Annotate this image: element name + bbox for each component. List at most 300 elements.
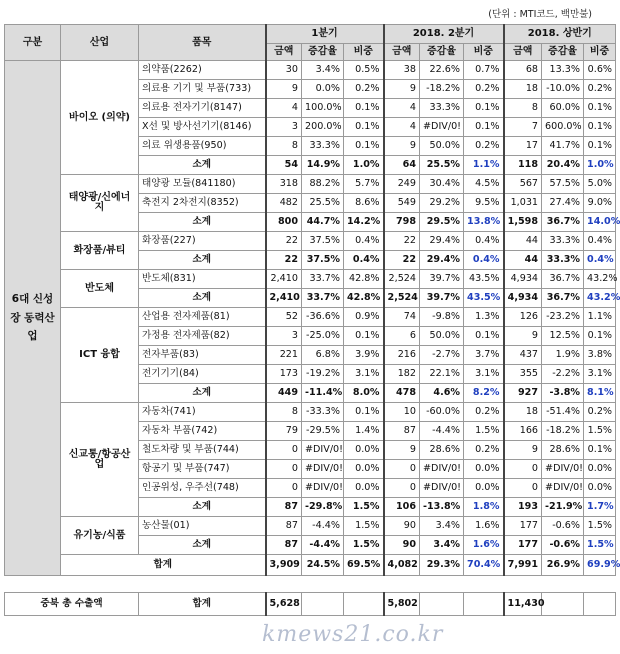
subtotal-cell: 193 xyxy=(504,498,542,517)
header-col: 비중 xyxy=(344,44,384,61)
value-cell: 0.1% xyxy=(464,327,504,346)
value-cell: 5.0% xyxy=(584,175,616,194)
value-cell: 0.2% xyxy=(344,80,384,99)
value-cell: 0.1% xyxy=(584,137,616,156)
value-cell: 0.6% xyxy=(584,61,616,80)
subtotal-cell: 1.7% xyxy=(584,498,616,517)
value-cell: 318 xyxy=(266,175,302,194)
value-cell: -18.2% xyxy=(542,422,584,441)
subtotal-cell: 1.0% xyxy=(584,156,616,175)
value-cell: 57.5% xyxy=(542,175,584,194)
value-cell: 0.1% xyxy=(344,403,384,422)
value-cell: 18 xyxy=(504,80,542,99)
subtotal-cell: 37.5% xyxy=(302,251,344,270)
header-item: 품목 xyxy=(139,25,266,61)
value-cell: 0.1% xyxy=(584,99,616,118)
value-cell: #DIV/0! xyxy=(542,479,584,498)
value-cell: -33.3% xyxy=(302,403,344,422)
value-cell: #DIV/0! xyxy=(302,460,344,479)
value-cell: 22.1% xyxy=(420,365,464,384)
value-cell: 0 xyxy=(504,479,542,498)
value-cell: 2,524 xyxy=(384,270,420,289)
subtotal-cell: 1.6% xyxy=(464,536,504,555)
value-cell: 9 xyxy=(384,80,420,99)
value-cell: 0.1% xyxy=(464,118,504,137)
value-cell: 12.5% xyxy=(542,327,584,346)
industry-name: 바이오 (의약) xyxy=(61,61,139,175)
subtotal-cell: 1.8% xyxy=(464,498,504,517)
spacer xyxy=(5,576,616,593)
value-cell: 52 xyxy=(266,308,302,327)
subtotal-cell: 20.4% xyxy=(542,156,584,175)
value-cell: 39.7% xyxy=(420,270,464,289)
subtotal-cell: 4.6% xyxy=(420,384,464,403)
subtotal-label: 소계 xyxy=(139,384,266,403)
subtotal-cell: 39.7% xyxy=(420,289,464,308)
value-cell: 43.5% xyxy=(464,270,504,289)
value-cell: 200.0% xyxy=(302,118,344,137)
unit-note: (단위 : MTI코드, 백만불) xyxy=(488,9,592,20)
value-cell: 6 xyxy=(384,327,420,346)
subtotal-cell: 44 xyxy=(504,251,542,270)
item-name: 항공기 및 부품(747) xyxy=(139,460,266,479)
subtotal-cell: -0.6% xyxy=(542,536,584,555)
item-name: 자동차(741) xyxy=(139,403,266,422)
value-cell: -2.2% xyxy=(542,365,584,384)
subtotal-cell: 54 xyxy=(266,156,302,175)
value-cell: 0.0% xyxy=(344,460,384,479)
value-cell: 4 xyxy=(384,118,420,137)
subtotal-cell: -29.8% xyxy=(302,498,344,517)
value-cell: 3.4% xyxy=(420,517,464,536)
value-cell: 0.7% xyxy=(464,61,504,80)
value-cell: 0.9% xyxy=(344,308,384,327)
value-cell: #DIV/0! xyxy=(542,460,584,479)
value-cell: 600.0% xyxy=(542,118,584,137)
table-row xyxy=(5,232,616,251)
footer-cell xyxy=(584,593,616,616)
value-cell: 29.4% xyxy=(420,232,464,251)
value-cell: 87 xyxy=(266,517,302,536)
item-name: 반도체(831) xyxy=(139,270,266,289)
value-cell: 0.0% xyxy=(584,460,616,479)
item-name: 농산물(01) xyxy=(139,517,266,536)
value-cell: #DIV/0! xyxy=(420,479,464,498)
total-cell: 3,909 xyxy=(266,555,302,576)
subtotal-cell: 29.4% xyxy=(420,251,464,270)
value-cell: 182 xyxy=(384,365,420,384)
item-name: 자동차 부품(742) xyxy=(139,422,266,441)
table-body xyxy=(5,61,620,616)
value-cell: 9 xyxy=(504,327,542,346)
subtotal-cell: 22 xyxy=(384,251,420,270)
footer-total-label: 합계 xyxy=(139,593,266,616)
value-cell: 0.1% xyxy=(584,327,616,346)
value-cell: 3.1% xyxy=(464,365,504,384)
value-cell: 0.0% xyxy=(344,479,384,498)
subtotal-cell: 90 xyxy=(384,536,420,555)
header-col: 비중 xyxy=(584,44,616,61)
subtotal-cell: 14.0% xyxy=(584,213,616,232)
value-cell: #DIV/0! xyxy=(420,460,464,479)
subtotal-cell: 42.8% xyxy=(344,289,384,308)
value-cell: 0.5% xyxy=(344,61,384,80)
subtotal-cell: 87 xyxy=(266,498,302,517)
value-cell: 0.2% xyxy=(464,441,504,460)
subtotal-cell: 1.0% xyxy=(344,156,384,175)
value-cell: 0.0% xyxy=(464,479,504,498)
subtotal-cell: 2,524 xyxy=(384,289,420,308)
value-cell: -4.4% xyxy=(302,517,344,536)
value-cell: 4 xyxy=(266,99,302,118)
item-name: 전자부품(83) xyxy=(139,346,266,365)
value-cell: 18 xyxy=(504,403,542,422)
total-cell: 26.9% xyxy=(542,555,584,576)
value-cell: 0.1% xyxy=(344,99,384,118)
subtotal-cell: -13.8% xyxy=(420,498,464,517)
value-cell: 100.0% xyxy=(302,99,344,118)
header-col: 금액 xyxy=(266,44,302,61)
value-cell: 1,031 xyxy=(504,194,542,213)
industry-name: ICT 융합 xyxy=(61,308,139,403)
subtotal-cell: 25.5% xyxy=(420,156,464,175)
subtotal-cell: 798 xyxy=(384,213,420,232)
export-table xyxy=(4,24,620,616)
footer-cell: 5,802 xyxy=(384,593,420,616)
subtotal-cell: 44.7% xyxy=(302,213,344,232)
value-cell: 28.6% xyxy=(420,441,464,460)
footer-cell xyxy=(542,593,584,616)
value-cell: 8 xyxy=(504,99,542,118)
group-label: 6대 신성장 동력산업 xyxy=(5,61,61,576)
value-cell: 0 xyxy=(266,460,302,479)
value-cell: 1.5% xyxy=(584,517,616,536)
value-cell: -36.6% xyxy=(302,308,344,327)
value-cell: -23.2% xyxy=(542,308,584,327)
header-row-1 xyxy=(5,25,616,44)
value-cell: 126 xyxy=(504,308,542,327)
value-cell: 0.2% xyxy=(584,403,616,422)
watermark: kmews21.co.kr xyxy=(262,622,444,647)
footer-cell: 5,628 xyxy=(266,593,302,616)
item-name: 축전지 2차전지(8352) xyxy=(139,194,266,213)
value-cell: 1.9% xyxy=(542,346,584,365)
footer-cell xyxy=(420,593,464,616)
subtotal-cell: 14.9% xyxy=(302,156,344,175)
industry-name: 반도체 xyxy=(61,270,139,308)
value-cell: 3.1% xyxy=(584,365,616,384)
total-cell: 69.9% xyxy=(584,555,616,576)
subtotal-cell: 106 xyxy=(384,498,420,517)
value-cell: 9.5% xyxy=(464,194,504,213)
header-period-h1: 2018. 상반기 xyxy=(504,25,616,44)
value-cell: 79 xyxy=(266,422,302,441)
footer-cell xyxy=(464,593,504,616)
header-col: 금액 xyxy=(384,44,420,61)
subtotal-cell: 33.7% xyxy=(302,289,344,308)
item-name: 철도차량 및 부품(744) xyxy=(139,441,266,460)
value-cell: -18.2% xyxy=(420,80,464,99)
value-cell: 0.1% xyxy=(344,327,384,346)
total-cell: 24.5% xyxy=(302,555,344,576)
value-cell: 0.1% xyxy=(344,137,384,156)
header-col: 비중 xyxy=(464,44,504,61)
table-row xyxy=(5,175,616,194)
value-cell: 33.3% xyxy=(542,232,584,251)
value-cell: #DIV/0! xyxy=(420,118,464,137)
item-name: 인공위성, 우주선(748) xyxy=(139,479,266,498)
value-cell: 60.0% xyxy=(542,99,584,118)
header-period-q1: 1분기 xyxy=(266,25,384,44)
value-cell: 166 xyxy=(504,422,542,441)
value-cell: #DIV/0! xyxy=(302,441,344,460)
table-row xyxy=(5,517,616,536)
total-cell: 7,991 xyxy=(504,555,542,576)
value-cell: -2.7% xyxy=(420,346,464,365)
value-cell: 0.1% xyxy=(464,99,504,118)
header-col: 증감율 xyxy=(302,44,344,61)
total-cell: 70.4% xyxy=(464,555,504,576)
subtotal-cell: 33.3% xyxy=(542,251,584,270)
industry-name: 신교통/항공산업 xyxy=(61,403,139,517)
item-name: 산업용 전자제품(81) xyxy=(139,308,266,327)
value-cell: 33.7% xyxy=(302,270,344,289)
subtotal-cell: -11.4% xyxy=(302,384,344,403)
value-cell: 4,934 xyxy=(504,270,542,289)
subtotal-cell: 13.8% xyxy=(464,213,504,232)
value-cell: 1.4% xyxy=(344,422,384,441)
value-cell: 0.0% xyxy=(584,479,616,498)
value-cell: 42.8% xyxy=(344,270,384,289)
value-cell: -0.6% xyxy=(542,517,584,536)
value-cell: 0.4% xyxy=(584,232,616,251)
footer-row xyxy=(5,593,616,616)
value-cell: -19.2% xyxy=(302,365,344,384)
subtotal-label: 소계 xyxy=(139,289,266,308)
total-cell: 4,082 xyxy=(384,555,420,576)
footer-cell xyxy=(344,593,384,616)
value-cell: 0.4% xyxy=(344,232,384,251)
item-name: 화장품(227) xyxy=(139,232,266,251)
industry-name: 유기농/식품 xyxy=(61,517,139,555)
value-cell: 0 xyxy=(266,479,302,498)
value-cell: -25.0% xyxy=(302,327,344,346)
value-cell: #DIV/0! xyxy=(302,479,344,498)
subtotal-cell: 1.5% xyxy=(344,536,384,555)
subtotal-label: 소계 xyxy=(139,156,266,175)
value-cell: 50.0% xyxy=(420,137,464,156)
subtotal-label: 소계 xyxy=(139,213,266,232)
value-cell: 8 xyxy=(266,403,302,422)
footer-cell xyxy=(302,593,344,616)
value-cell: -60.0% xyxy=(420,403,464,422)
spacer-row xyxy=(5,576,616,593)
value-cell: 87 xyxy=(384,422,420,441)
value-cell: 7 xyxy=(504,118,542,137)
industry-name: 화장품/뷰티 xyxy=(61,232,139,270)
subtotal-cell: 8.0% xyxy=(344,384,384,403)
value-cell: 8.6% xyxy=(344,194,384,213)
subtotal-cell: 449 xyxy=(266,384,302,403)
value-cell: 37.5% xyxy=(302,232,344,251)
subtotal-cell: 478 xyxy=(384,384,420,403)
value-cell: 29.2% xyxy=(420,194,464,213)
value-cell: 5.7% xyxy=(344,175,384,194)
value-cell: 9.0% xyxy=(584,194,616,213)
total-cell: 29.3% xyxy=(420,555,464,576)
subtotal-label: 소계 xyxy=(139,536,266,555)
value-cell: 10 xyxy=(384,403,420,422)
value-cell: 355 xyxy=(504,365,542,384)
item-name: 의약품(2262) xyxy=(139,61,266,80)
item-name: 태양광 모듈(841180) xyxy=(139,175,266,194)
subtotal-cell: 0.4% xyxy=(344,251,384,270)
footer-cell: 11,430 xyxy=(504,593,542,616)
value-cell: 0.0% xyxy=(302,80,344,99)
value-cell: 33.3% xyxy=(302,137,344,156)
item-name: X선 및 방사선기기(8146) xyxy=(139,118,266,137)
value-cell: 2,410 xyxy=(266,270,302,289)
value-cell: 28.6% xyxy=(542,441,584,460)
value-cell: 0.1% xyxy=(584,118,616,137)
value-cell: 13.3% xyxy=(542,61,584,80)
value-cell: 1.5% xyxy=(344,517,384,536)
subtotal-cell: 1.5% xyxy=(584,536,616,555)
item-name: 의료용 전자기기(8147) xyxy=(139,99,266,118)
value-cell: 6.8% xyxy=(302,346,344,365)
value-cell: 4.5% xyxy=(464,175,504,194)
value-cell: 22 xyxy=(384,232,420,251)
value-cell: 221 xyxy=(266,346,302,365)
value-cell: 0.1% xyxy=(584,441,616,460)
value-cell: 0.0% xyxy=(344,441,384,460)
value-cell: 30 xyxy=(266,61,302,80)
total-row xyxy=(5,555,616,576)
header-col: 증감율 xyxy=(420,44,464,61)
value-cell: 9 xyxy=(384,137,420,156)
header-gubun: 구분 xyxy=(5,25,61,61)
value-cell: 3.8% xyxy=(584,346,616,365)
value-cell: 3 xyxy=(266,327,302,346)
value-cell: -9.8% xyxy=(420,308,464,327)
value-cell: 4 xyxy=(384,99,420,118)
subtotal-cell: 36.7% xyxy=(542,289,584,308)
value-cell: 74 xyxy=(384,308,420,327)
subtotal-cell: -3.8% xyxy=(542,384,584,403)
subtotal-cell: 36.7% xyxy=(542,213,584,232)
value-cell: 22 xyxy=(266,232,302,251)
subtotal-cell: 8.1% xyxy=(584,384,616,403)
subtotal-cell: 3.4% xyxy=(420,536,464,555)
subtotal-cell: 8.2% xyxy=(464,384,504,403)
value-cell: 30.4% xyxy=(420,175,464,194)
subtotal-cell: 1,598 xyxy=(504,213,542,232)
subtotal-cell: 0.4% xyxy=(584,251,616,270)
value-cell: 9 xyxy=(384,441,420,460)
value-cell: 33.3% xyxy=(420,99,464,118)
value-cell: 90 xyxy=(384,517,420,536)
industry-name: 태양광/신에너지 xyxy=(61,175,139,232)
value-cell: 0 xyxy=(384,479,420,498)
value-cell: -4.4% xyxy=(420,422,464,441)
subtotal-cell: -21.9% xyxy=(542,498,584,517)
value-cell: 1.6% xyxy=(464,517,504,536)
subtotal-label: 소계 xyxy=(139,251,266,270)
value-cell: 567 xyxy=(504,175,542,194)
value-cell: -10.0% xyxy=(542,80,584,99)
value-cell: 0.4% xyxy=(464,232,504,251)
value-cell: 549 xyxy=(384,194,420,213)
footer-label: 중북 총 수출액 xyxy=(5,593,139,616)
subtotal-cell: 29.5% xyxy=(420,213,464,232)
item-name: 가정용 전자제품(82) xyxy=(139,327,266,346)
value-cell: 249 xyxy=(384,175,420,194)
value-cell: 0.2% xyxy=(464,80,504,99)
subtotal-cell: 118 xyxy=(504,156,542,175)
value-cell: 0.2% xyxy=(464,137,504,156)
subtotal-cell: 14.2% xyxy=(344,213,384,232)
item-name: 의료 위생용품(950) xyxy=(139,137,266,156)
value-cell: 9 xyxy=(504,441,542,460)
subtotal-cell: -4.4% xyxy=(302,536,344,555)
item-name: 의료용 기기 및 부품(733) xyxy=(139,80,266,99)
subtotal-cell: 2,410 xyxy=(266,289,302,308)
subtotal-cell: 22 xyxy=(266,251,302,270)
value-cell: 50.0% xyxy=(420,327,464,346)
value-cell: 43.2% xyxy=(584,270,616,289)
value-cell: 173 xyxy=(266,365,302,384)
value-cell: 41.7% xyxy=(542,137,584,156)
item-name: 전기기기(84) xyxy=(139,365,266,384)
header-period-q2: 2018. 2분기 xyxy=(384,25,504,44)
value-cell: 3 xyxy=(266,118,302,137)
value-cell: 216 xyxy=(384,346,420,365)
subtotal-cell: 927 xyxy=(504,384,542,403)
value-cell: 0.0% xyxy=(464,460,504,479)
value-cell: 38 xyxy=(384,61,420,80)
value-cell: 0 xyxy=(504,460,542,479)
value-cell: 482 xyxy=(266,194,302,213)
value-cell: 1.5% xyxy=(584,422,616,441)
value-cell: 8 xyxy=(266,137,302,156)
value-cell: -51.4% xyxy=(542,403,584,422)
value-cell: 36.7% xyxy=(542,270,584,289)
value-cell: 0 xyxy=(384,460,420,479)
value-cell: 25.5% xyxy=(302,194,344,213)
value-cell: 88.2% xyxy=(302,175,344,194)
subtotal-cell: 1.1% xyxy=(464,156,504,175)
value-cell: 44 xyxy=(504,232,542,251)
table-row xyxy=(5,270,616,289)
value-cell: -29.5% xyxy=(302,422,344,441)
subtotal-cell: 43.2% xyxy=(584,289,616,308)
value-cell: 17 xyxy=(504,137,542,156)
subtotal-cell: 1.5% xyxy=(344,498,384,517)
value-cell: 0.2% xyxy=(584,80,616,99)
value-cell: 437 xyxy=(504,346,542,365)
value-cell: 177 xyxy=(504,517,542,536)
subtotal-cell: 800 xyxy=(266,213,302,232)
value-cell: 9 xyxy=(266,80,302,99)
subtotal-cell: 177 xyxy=(504,536,542,555)
value-cell: 3.9% xyxy=(344,346,384,365)
subtotal-label: 소계 xyxy=(139,498,266,517)
total-cell: 69.5% xyxy=(344,555,384,576)
table-row xyxy=(5,403,616,422)
table-row xyxy=(5,308,616,327)
total-label: 합계 xyxy=(61,555,266,576)
value-cell: 1.1% xyxy=(584,308,616,327)
